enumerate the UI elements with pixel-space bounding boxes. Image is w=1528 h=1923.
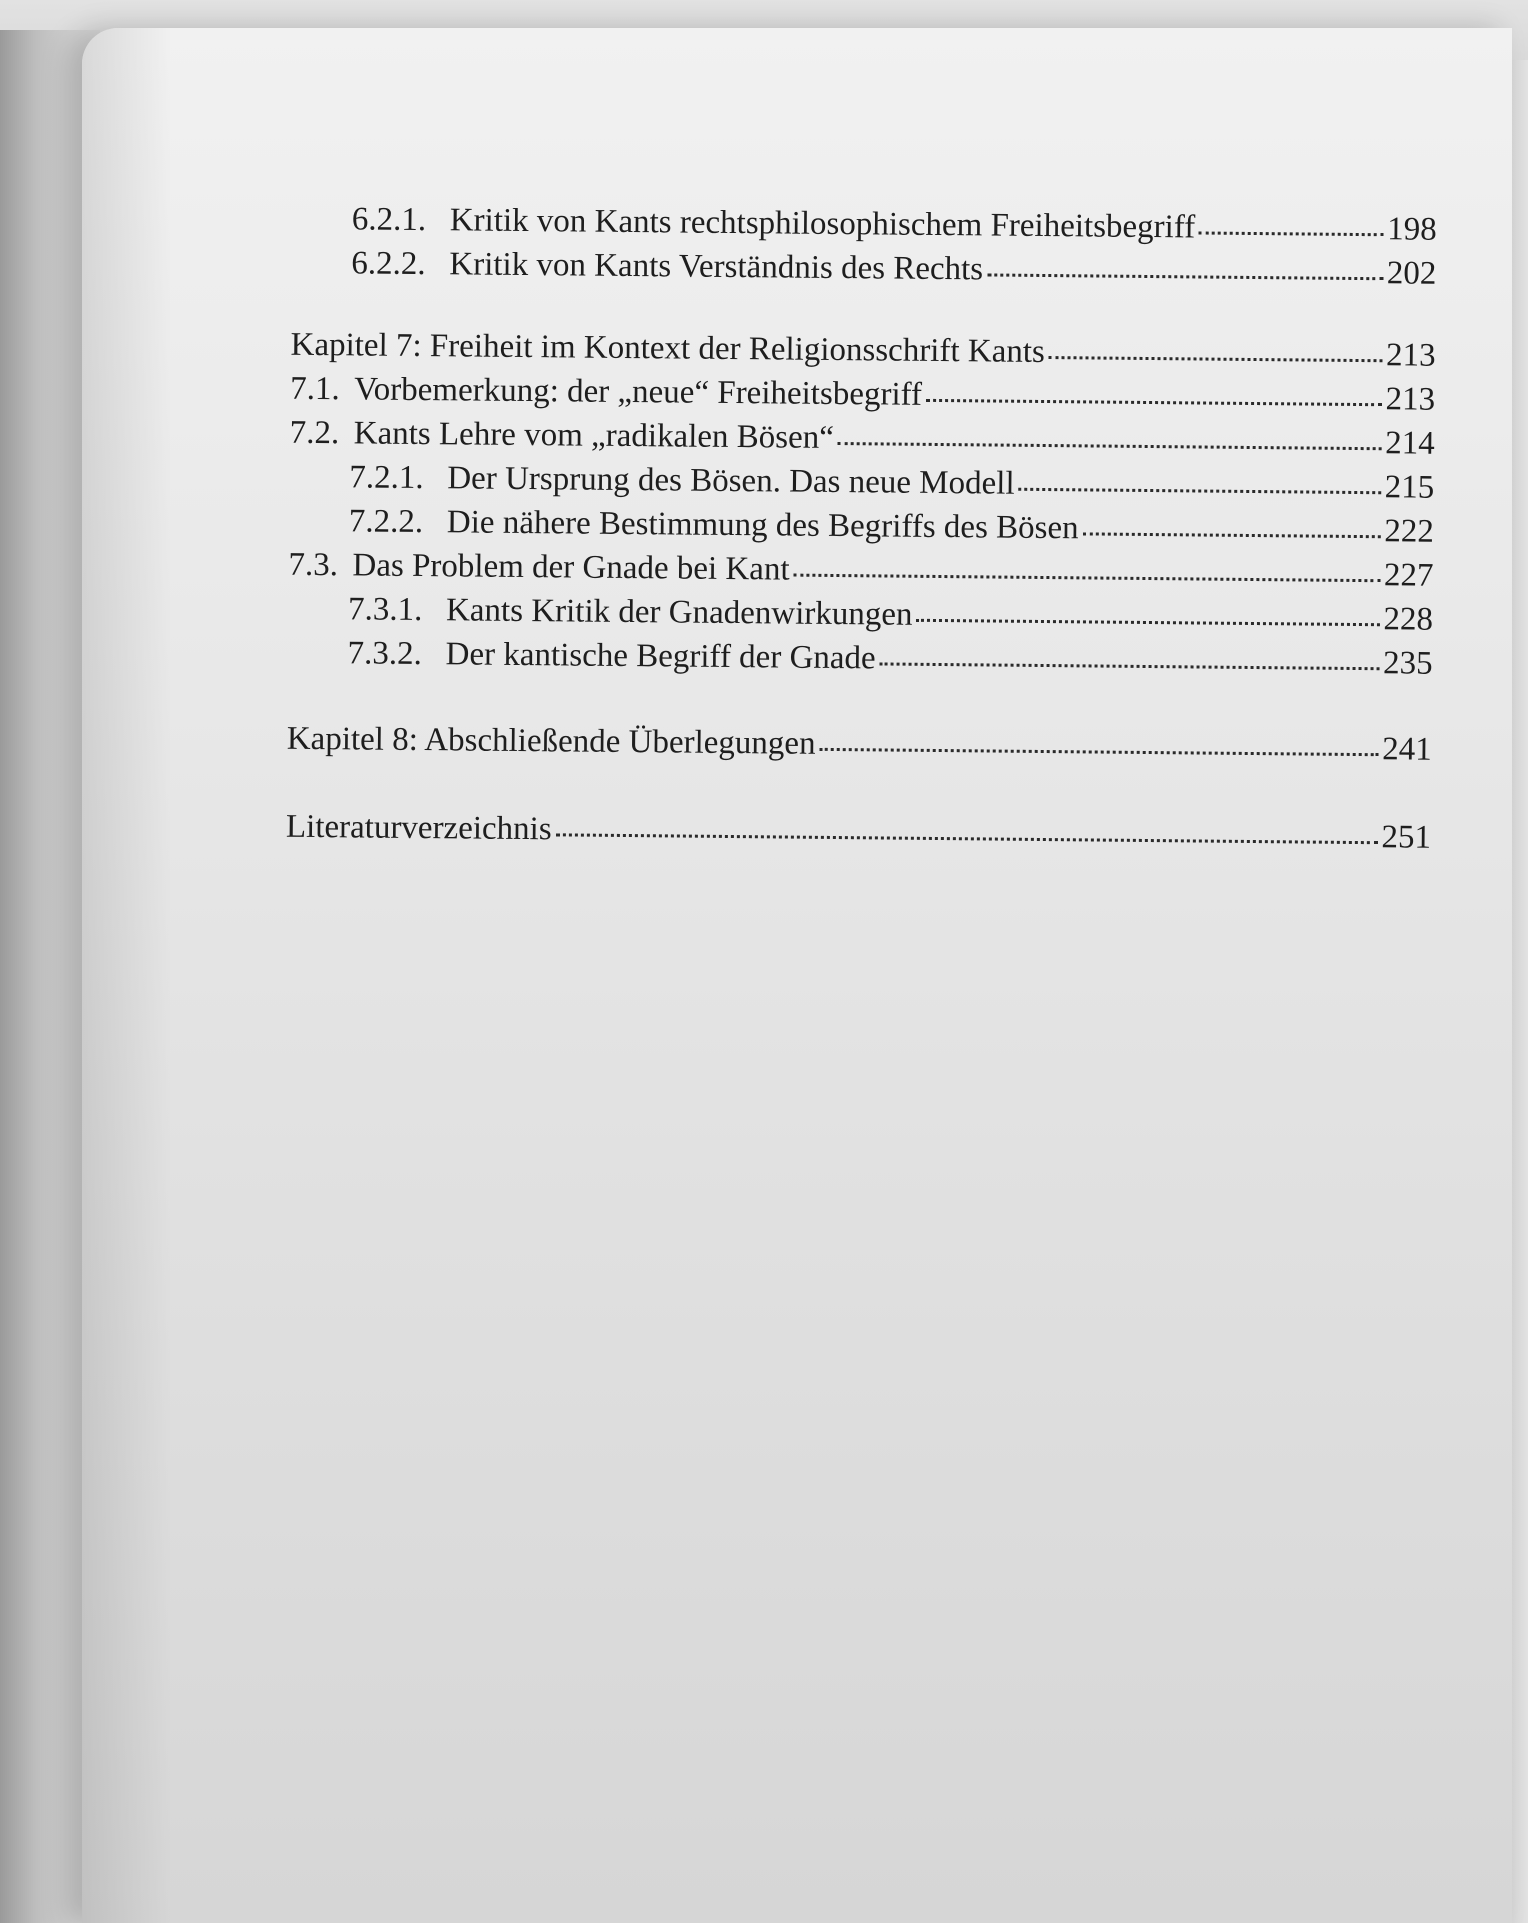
section-title: Der kantische Begriff der Gnade <box>445 636 876 677</box>
section-title: Die nähere Bestimmung des Begriffs des Bösen <box>446 504 1079 547</box>
dot-leader <box>1049 356 1382 362</box>
toc-entry <box>286 807 1431 858</box>
page-number: 241 <box>1382 731 1432 768</box>
page-number: 251 <box>1381 819 1432 856</box>
page-number: 222 <box>1384 513 1435 550</box>
dot-leader <box>838 442 1381 450</box>
section-title: Kritik von Kants rechtsphilosophischem Freiheitsbegriff <box>449 202 1196 246</box>
dot-leader <box>926 399 1382 406</box>
page-number: 213 <box>1385 381 1436 418</box>
toc-entry <box>287 719 1432 770</box>
section-number: 7.3. <box>288 546 339 584</box>
page-number: 202 <box>1386 255 1437 292</box>
dot-leader <box>1019 488 1381 494</box>
toc-entry <box>347 633 1432 683</box>
toc-entry <box>348 589 1433 639</box>
section-title: Das Problem der Gnade bei Kant <box>352 547 790 588</box>
dot-leader <box>1083 532 1381 538</box>
section-title: Kritik von Kants Verständnis des Rechts <box>449 246 984 288</box>
section-number: 7.3.2. <box>347 635 423 673</box>
page-number: 227 <box>1383 557 1434 594</box>
toc-entry <box>290 369 1435 420</box>
section-number: 6.2.2. <box>351 245 426 283</box>
section-title: Kants Kritik der Gnadenwirkungen <box>445 592 913 633</box>
page-number: 198 <box>1387 211 1437 248</box>
section-title: Der Ursprung des Bösen. Das neue Modell <box>447 460 1015 502</box>
section-title: Vorbemerkung: der „neue“ Freiheitsbegriff <box>353 371 923 413</box>
toc-entry <box>290 325 1435 376</box>
section-number: 6.2.1. <box>351 201 427 239</box>
bibliography-title: Literaturverzeichnis <box>285 808 552 848</box>
toc-entry <box>352 199 1437 249</box>
toc-entry <box>290 413 1435 464</box>
page-number: 235 <box>1382 645 1433 682</box>
book-page <box>82 28 1512 1923</box>
toc-entry <box>288 545 1433 596</box>
toc-entry <box>351 243 1436 293</box>
section-number: 7.1. <box>289 370 340 408</box>
dot-leader <box>556 833 1378 844</box>
dot-leader <box>1199 231 1383 236</box>
dot-leader <box>794 574 1380 583</box>
page-number: 214 <box>1385 425 1435 462</box>
section-title: Kants Lehre vom „radikalen Bösen“ <box>353 415 835 456</box>
chapter-title: Kapitel 7: Freiheit im Kontext der Religionsschrift Kants <box>290 326 1046 371</box>
toc-entry <box>349 501 1434 551</box>
section-number: 7.2.1. <box>349 459 424 497</box>
table-of-contents <box>212 198 1437 856</box>
dot-leader <box>880 662 1379 670</box>
dot-leader <box>819 748 1378 756</box>
chapter-title: Kapitel 8: Abschließende Überlegungen <box>286 720 816 762</box>
dot-leader <box>987 273 1383 280</box>
page-number: 228 <box>1383 601 1434 638</box>
section-number: 7.3.1. <box>347 591 423 629</box>
page-number: 215 <box>1384 469 1435 506</box>
toc-entry <box>349 457 1434 507</box>
section-number: 7.2.2. <box>348 503 424 541</box>
page-number: 213 <box>1385 337 1436 374</box>
section-number: 7.2. <box>289 414 340 452</box>
dot-leader <box>916 619 1379 626</box>
